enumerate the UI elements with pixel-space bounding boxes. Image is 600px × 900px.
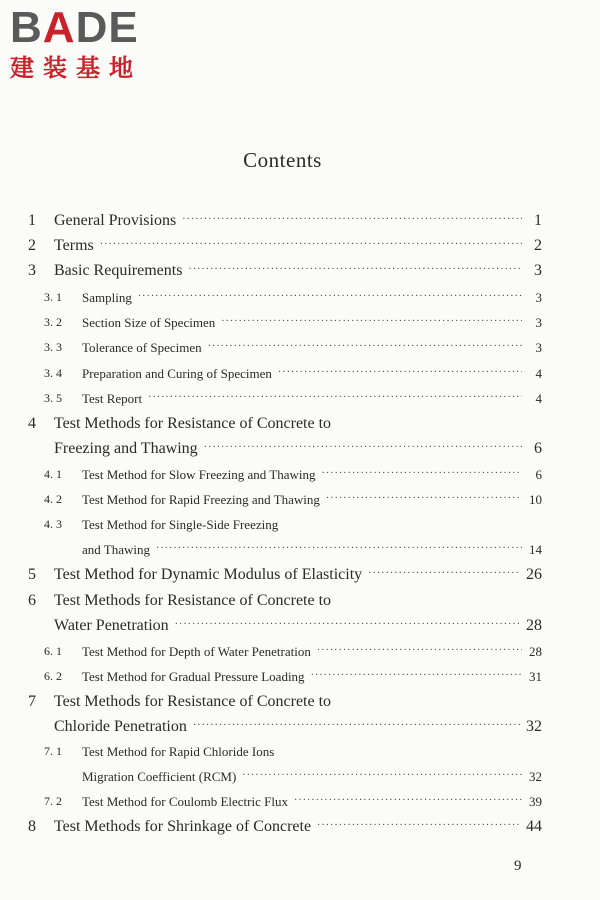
toc-entry[interactable] (0, 366, 600, 386)
toc-number: 2 (28, 237, 36, 254)
toc-entry[interactable] (0, 517, 600, 537)
toc-number: 6. 1 (44, 644, 62, 658)
toc-entry-continuation[interactable] (0, 617, 600, 639)
toc-label: Tolerance of Specimen (82, 340, 202, 355)
toc-label: Freezing and Thawing (54, 440, 198, 457)
toc-number: 1 (28, 212, 36, 229)
toc-label-line1: Test Methods for Resistance of Concrete to (54, 415, 332, 432)
toc-number: 4. 1 (44, 467, 62, 481)
toc-number: 6. 2 (44, 669, 62, 683)
toc-label-line1: Test Method for Rapid Chloride Ions (82, 744, 275, 759)
toc-entry[interactable] (0, 644, 600, 664)
toc-number: 7 (28, 693, 36, 710)
toc-entry-continuation[interactable] (0, 440, 600, 462)
toc-page: 10 (529, 492, 542, 507)
toc-page: 28 (529, 644, 542, 659)
toc-label: Test Methods for Shrinkage of Concrete (54, 818, 312, 835)
toc-page: 3 (535, 315, 542, 330)
toc-entry[interactable] (0, 391, 600, 411)
toc-number: 7. 2 (44, 794, 62, 808)
logo-wordmark: BADE (10, 3, 139, 52)
toc-entry[interactable] (0, 315, 600, 335)
toc-label: Basic Requirements (54, 262, 183, 279)
toc-label: Test Method for Slow Freezing and Thawing (82, 467, 316, 482)
toc-page: 44 (526, 818, 542, 835)
toc-page: 31 (529, 669, 542, 684)
toc-page: 6 (535, 467, 542, 482)
toc-entry[interactable] (0, 693, 600, 715)
toc-page: 28 (526, 617, 542, 634)
toc-entry[interactable] (0, 592, 600, 614)
toc-number: 4. 2 (44, 492, 62, 506)
toc-entry-continuation[interactable] (0, 769, 600, 789)
toc-page: 3 (535, 290, 542, 305)
toc-label-line1: Test Methods for Resistance of Concrete to (54, 592, 332, 609)
toc-entry[interactable] (0, 818, 600, 840)
toc-label-line1: Test Methods for Resistance of Concrete to (54, 693, 332, 710)
toc-page: 3 (534, 262, 542, 279)
toc-page: 4 (535, 391, 542, 406)
toc-entry[interactable] (0, 669, 600, 689)
publisher-logo (10, 3, 180, 82)
toc-label: Migration Coefficient (RCM) (82, 769, 237, 784)
toc-label: Preparation and Curing of Specimen (82, 366, 272, 381)
toc-label-line1: Test Method for Single-Side Freezing (82, 517, 279, 532)
toc-number: 6 (28, 592, 36, 609)
toc-label: Test Method for Depth of Water Penetration (82, 644, 311, 659)
toc-number: 4. 3 (44, 517, 62, 531)
toc-entry-continuation[interactable] (0, 542, 600, 562)
toc-page: 3 (535, 340, 542, 355)
toc-number: 3. 5 (44, 391, 62, 405)
toc-entry[interactable] (0, 492, 600, 512)
toc-page: 1 (534, 212, 542, 229)
toc-label: Test Method for Dynamic Modulus of Elasticity (54, 566, 363, 583)
toc-page: 2 (534, 237, 542, 254)
toc-entry[interactable] (0, 744, 600, 764)
toc-number: 7. 1 (44, 744, 62, 758)
toc-number: 4 (28, 415, 36, 432)
toc-entry-continuation[interactable] (0, 718, 600, 740)
toc-number: 3 (28, 262, 36, 279)
toc-label: Test Method for Gradual Pressure Loading (82, 669, 305, 684)
toc-entry[interactable] (0, 566, 600, 588)
toc-entry[interactable] (0, 262, 600, 284)
toc-label: Water Penetration (54, 617, 169, 634)
toc-entry[interactable] (0, 467, 600, 487)
toc-number: 3. 4 (44, 366, 62, 380)
toc-page: 6 (534, 440, 542, 457)
toc-label: and Thawing (82, 542, 150, 557)
toc-number: 3. 2 (44, 315, 62, 329)
page-number: 9 (514, 858, 522, 874)
toc-number: 5 (28, 566, 36, 583)
toc-label: Test Method for Coulomb Electric Flux (82, 794, 288, 809)
toc-label: Test Report (82, 391, 143, 406)
toc-number: 3. 1 (44, 290, 62, 304)
toc-page: 26 (526, 566, 542, 583)
toc-number: 3. 3 (44, 340, 62, 354)
toc-entry[interactable] (0, 237, 600, 259)
toc-label: Test Method for Rapid Freezing and Thawing (82, 492, 320, 507)
toc-page: 32 (526, 718, 542, 735)
logo-chinese-text: 建装基地 (10, 54, 142, 82)
toc-entry[interactable] (0, 290, 600, 310)
toc-label: Chloride Penetration (54, 718, 187, 735)
toc-entry[interactable] (0, 212, 600, 234)
toc-entry[interactable] (0, 794, 600, 814)
toc-number: 8 (28, 818, 36, 835)
toc-label: General Provisions (54, 212, 177, 229)
toc-page: 4 (535, 366, 542, 381)
toc-entry[interactable] (0, 415, 600, 437)
toc-label: Sampling (82, 290, 132, 305)
toc-label: Section Size of Specimen (82, 315, 216, 330)
toc-entry[interactable] (0, 340, 600, 360)
toc-page: 14 (529, 542, 542, 557)
page-title: Contents (243, 148, 322, 172)
toc-page: 32 (529, 769, 542, 784)
toc-page: 39 (529, 794, 542, 809)
toc-label: Terms (54, 237, 94, 254)
